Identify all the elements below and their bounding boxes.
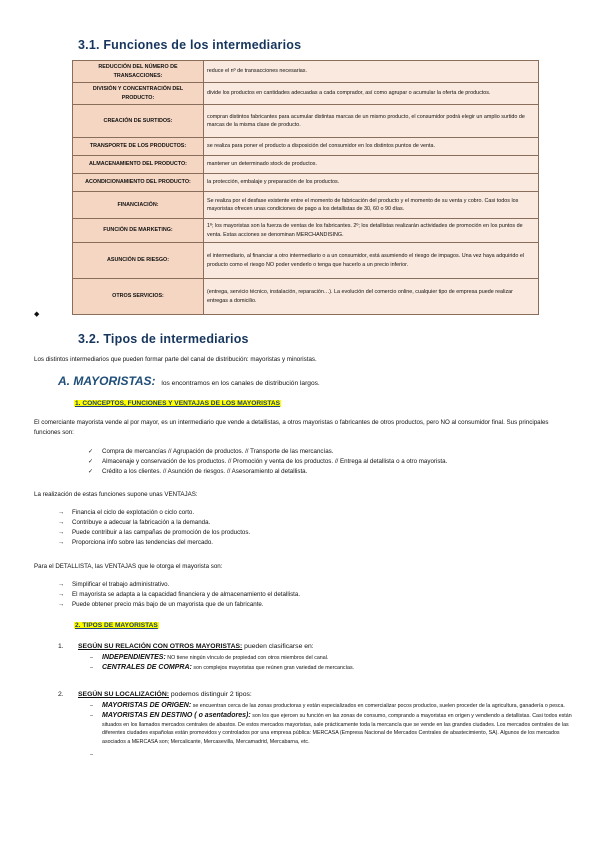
intro-paragraph: Los distintos intermediarios que pueden formar parte del canal de distribución: mayoristas y minoristas. (34, 356, 317, 363)
row-key: FUNCIÓN DE MARKETING: (73, 219, 204, 243)
ventaja-item-marker: → (58, 519, 65, 526)
ventaja-detallista-item-marker: → (58, 581, 65, 588)
ventaja-item (58, 538, 558, 548)
ventaja-detallista-item (58, 600, 558, 610)
section-title-3-2: 3.2. Tipos de intermediarios (78, 332, 249, 346)
ventaja-detallista-item-text: Simplificar el trabajo administrativo. (72, 581, 170, 588)
type-item-dash: – (90, 655, 93, 661)
table-row (73, 243, 539, 279)
type-item-desc: NO tiene ningún vínculo de propiedad con otros miembros del canal. (167, 655, 329, 661)
table-row (73, 83, 539, 105)
type-item (90, 654, 580, 663)
tipo-2-heading (58, 690, 578, 700)
row-value: se realiza para poner el producto a disposición del consumidor en los distintos puntos de venta. (204, 138, 539, 156)
type-item-dash: – (90, 664, 93, 671)
tipo-2-rest: podemos distinguir 2 tipos: (170, 691, 252, 698)
table-row (73, 174, 539, 192)
table-row (73, 156, 539, 174)
table-row (73, 192, 539, 219)
row-key: CREACIÓN DE SURTIDOS: (73, 105, 204, 138)
row-value: divide los productos en cantidades adecuadas a cada comprador, así como agrupar o acumular la oferta de productos. (204, 83, 539, 105)
ventaja-detallista-item (58, 590, 558, 600)
type-item-term: MAYORISTAS EN DESTINO ( o asentadores): (102, 711, 251, 719)
row-value: 1º; los mayoristas son la fuerza de ventas de los fabricantes. 2º; los detallistas realizarán actividades de promoción en los puntos de venta. Estas acciones se denominan MERCHANDISING. (204, 219, 539, 243)
tipo-2-number: 2. (58, 691, 64, 698)
heading-conceptos: 1. CONCEPTOS, FUNCIONES Y VENTAJAS DE LOS MAYORISTAS (75, 400, 281, 407)
row-key: ACONDICIONAMIENTO DEL PRODUCTO: (73, 174, 204, 192)
row-value: reduce el nº de transacciones necesarias. (204, 61, 539, 83)
function-item-text: Almacenaje y conservación de los productos. // Promoción y venta de los productos. // Entrega al detallista o a otro mayorista. (102, 458, 448, 465)
ventaja-detallista-item-marker: → (58, 591, 65, 598)
heading-tipos: 2. TIPOS DE MAYORISTAS (75, 622, 158, 629)
row-key: FINANCIACIÓN: (73, 192, 204, 219)
row-key: OTROS SERVICIOS: (73, 279, 204, 315)
tipo-1-rest: pueden clasificarse en: (244, 643, 314, 650)
ventaja-item (58, 518, 558, 528)
type-item-term: CENTRALES DE COMPRA: (102, 663, 192, 671)
function-item (88, 447, 588, 457)
function-item-marker: ✓ (88, 468, 94, 475)
ventaja-item-marker: → (58, 529, 65, 536)
type-item-body (102, 702, 565, 711)
type-item (90, 702, 580, 711)
ventaja-item (58, 528, 558, 538)
functions-table (72, 60, 539, 315)
function-item (88, 467, 588, 477)
type-item-body (102, 654, 328, 663)
row-key: ALMACENAMIENTO DEL PRODUCTO: (73, 156, 204, 174)
function-item-marker: ✓ (88, 458, 94, 465)
ventaja-item-text: Contribuye a adecuar la fabricación a la demanda. (72, 519, 211, 526)
type-item-dash: – (90, 703, 93, 709)
mayoristas-title: A. MAYORISTAS: (58, 374, 156, 388)
ventaja-detallista-item (58, 580, 558, 590)
type-item-body (102, 664, 354, 673)
type-item-term: INDEPENDIENTES: (102, 654, 166, 661)
ventaja-detallista-item-text: Puede obtener precio más bajo de un mayorista que de un fabricante. (72, 601, 264, 608)
function-item-text: Crédito a los clientes. // Asunción de riesgos. // Asesoramiento al detallista. (102, 468, 308, 475)
table-row (73, 105, 539, 138)
function-item (88, 457, 588, 467)
type-item-term: MAYORISTAS DE ORIGEN: (102, 702, 192, 709)
tipo-1-title: SEGÚN SU RELACIÓN CON OTROS MAYORISTAS: (78, 643, 243, 650)
tipo-1-number: 1. (58, 643, 64, 650)
type-item (90, 712, 580, 747)
row-value: compran distintos fabricantes para acumular distintas marcas de un mismo producto, el consumidor podrá elegir un amplio surtido de marcas de la misma clase de producto. (204, 105, 539, 138)
functions-list (88, 447, 588, 477)
ventajas-intro: La realización de estas funciones supone unas VENTAJAS: (34, 491, 198, 498)
type-item (90, 664, 580, 673)
row-key: DIVISIÓN Y CONCENTRACIÓN DEL PRODUCTO: (73, 83, 204, 105)
mayorista-definition: El comerciante mayorista vende al por mayor, es un intermediario que vende a detallistas, a otros mayoristas o fabricantes de otros productos, pero NO al consumidor final. Sus principales funciones son: (34, 419, 549, 436)
mayoristas-subtitle: los encontramos en los canales de distribución largos. (161, 380, 320, 387)
bullet-marker: ◆ (34, 311, 40, 318)
row-value: Se realiza por el desfase existente entre el momento de fabricación del producto y el momento de su venta y cobro. Casi todos los mayoristas ofrecen unas condiciones de pago a los detallistas de 30, 60 o 90 días. (204, 192, 539, 219)
table-row (73, 219, 539, 243)
row-key: TRANSPORTE DE LOS PRODUCTOS: (73, 138, 204, 156)
type-item-empty (90, 751, 580, 760)
function-item-text: Compra de mercancías // Agrupación de productos. // Transporte de las mercancías. (102, 448, 334, 455)
type-item-dash: – (90, 712, 93, 719)
tipo-2-items (90, 702, 580, 760)
table-row (73, 279, 539, 315)
ventajas-list (58, 508, 558, 548)
table-row (73, 138, 539, 156)
row-key: ASUNCIÓN DE RIESGO: (73, 243, 204, 279)
type-item-dash: – (90, 751, 93, 758)
tipo-1-heading (58, 642, 578, 652)
type-item-body (102, 712, 580, 747)
row-key: REDUCCIÓN DEL NÚMERO DE TRANSACCIONES: (73, 61, 204, 83)
function-item-marker: ✓ (88, 448, 94, 455)
type-item-desc: son los que ejercen su función en las zonas de consumo, comprando a mayoristas en origen y vendiendo a detallistas. Casi todos están situados en los llamados mercados centrales de abastos. De estos mercados mayoristas, sale prácticamente toda la mercancía que se vende en las grandes ciudades. Los mercados centrales de las diferentes ciudades españolas están promovidos y controlados por una empresa pública: MERCASA (Empresa Nacional de Mercados Centrales de abastecimiento, SA). Algunos de los mercados asociados a MERCASA son; Mercalicante, Mercasevilla, Mercamadrid, Mercabarna, etc. (102, 712, 572, 746)
ventaja-item-marker: → (58, 539, 65, 546)
section-title-3-1: 3.1. Funciones de los intermediarios (78, 38, 302, 52)
type-item-desc: se encuentran cerca de las zonas productoras y están especializados en comercializar pocos productos, suelen proceder de la agricultura, ganadería o pesca. (192, 703, 565, 709)
table-row (73, 61, 539, 83)
ventaja-item-text: Puede contribuir a las campañas de promoción de los productos. (72, 529, 251, 536)
ventaja-detallista-item-text: El mayorista se adapta a la capacidad financiera y de almacenamiento el detallista. (72, 591, 301, 598)
row-value: la protección, embalaje y preparación de los productos. (204, 174, 539, 192)
row-value: mantener un determinado stock de productos. (204, 156, 539, 174)
row-value: (entrega, servicio técnico, instalación, reparación…). La evolución del comercio online, cualquier tipo de empresa puede realizar entregas a domicilio. (204, 279, 539, 315)
tipo-2-title: SEGÚN SU LOCALIZACIÓN: (78, 691, 170, 698)
ventaja-item-text: Proporciona info sobre las tendencias del mercado. (72, 539, 214, 546)
tipo-1-items (90, 654, 580, 674)
ventaja-item (58, 508, 558, 518)
detallista-intro: Para el DETALLISTA, las VENTAJAS que le otorga el mayorista son: (34, 563, 223, 570)
type-item-desc: son complejos mayoristas que reúnen gran variedad de mercancías. (193, 664, 355, 671)
row-value: el intermediario, al financiar a otro intermediario o a un consumidor, está asumiendo el riesgo de impagos. Una vez haya adquirido el producto como el riesgo NO poder venderlo o tenga que hacerlo a un precio inferior. (204, 243, 539, 279)
ventaja-item-text: Financia el ciclo de explotación o ciclo corto. (72, 509, 195, 516)
ventaja-item-marker: → (58, 509, 65, 516)
ventaja-detallista-item-marker: → (58, 601, 65, 608)
mayoristas-heading (58, 374, 320, 388)
ventajas-detallista-list (58, 580, 558, 610)
